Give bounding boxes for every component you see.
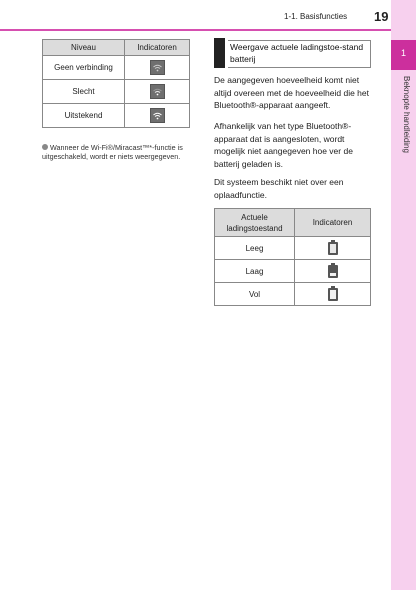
battery-low-icon: [328, 265, 338, 278]
footnote-text: Wanneer de Wi-Fi®/Miracast™*-functie is uitgeschakeld, wordt er niets weergegeven.: [42, 143, 183, 161]
charge-label: Laag: [215, 260, 295, 283]
heading-marker: [214, 38, 225, 68]
battery-level: [330, 273, 336, 276]
level-label: Geen verbinding: [43, 56, 125, 80]
wifi-no-connection-icon: [150, 60, 165, 75]
table-row: [215, 283, 371, 306]
level-label: Uitstekend: [43, 104, 125, 128]
bullet-icon: [42, 144, 48, 150]
section-header: 1-1. Basisfuncties: [284, 12, 348, 21]
column-header: Niveau: [43, 40, 125, 56]
connection-status-table: [42, 39, 190, 128]
table-row: [43, 56, 190, 80]
level-label: Slecht: [43, 80, 125, 104]
table-row: [215, 260, 371, 283]
column-header: Indicatoren: [125, 40, 190, 56]
charge-label: Vol: [215, 283, 295, 306]
paragraph: Dit systeem beschikt niet over een oplaadfunctie.: [214, 177, 344, 200]
table-row: [215, 237, 371, 260]
chapter-label: Beknopte handleiding: [402, 76, 411, 153]
column-header: Actuele ladingstoestand: [215, 209, 295, 237]
paragraph: De aangegeven hoeveelheid komt niet altijd overeen met de hoeveelheid die het Bluetooth®-apparaat aangeeft.: [214, 75, 369, 110]
battery-empty-icon: [328, 242, 338, 255]
column-header: Indicatoren: [295, 209, 371, 237]
section-heading: [214, 38, 371, 68]
indicator-cell: [295, 260, 371, 283]
table-row: [43, 104, 190, 128]
charge-label: Leeg: [215, 237, 295, 260]
battery-level: [330, 244, 336, 253]
page-number: 19: [374, 9, 389, 24]
chapter-tab: [391, 40, 416, 70]
indicator-cell: [125, 56, 190, 80]
indicator-cell: [295, 237, 371, 260]
wifi-weak-icon: [150, 84, 165, 99]
table-header-row: [215, 209, 371, 237]
indicator-cell: [125, 104, 190, 128]
wifi-excellent-icon: [150, 108, 165, 123]
chapter-number: 1: [400, 48, 406, 58]
indicator-cell: [125, 80, 190, 104]
charge-status-table: [214, 208, 371, 306]
footnote: [42, 143, 194, 161]
section-title: Weergave actuele ladingstoe-stand batterij: [228, 40, 371, 68]
paragraph: Afhankelijk van het type Bluetooth®-apparaat dat is aangesloten, wordt mogelijk niet aangegeven hoe ver de batterij geladen is.: [214, 121, 353, 169]
indicator-cell: [295, 283, 371, 306]
table-row: [43, 80, 190, 104]
table-header-row: [43, 40, 190, 56]
battery-full-icon: [328, 288, 338, 301]
battery-level: [330, 290, 336, 299]
header-divider: [0, 29, 391, 31]
